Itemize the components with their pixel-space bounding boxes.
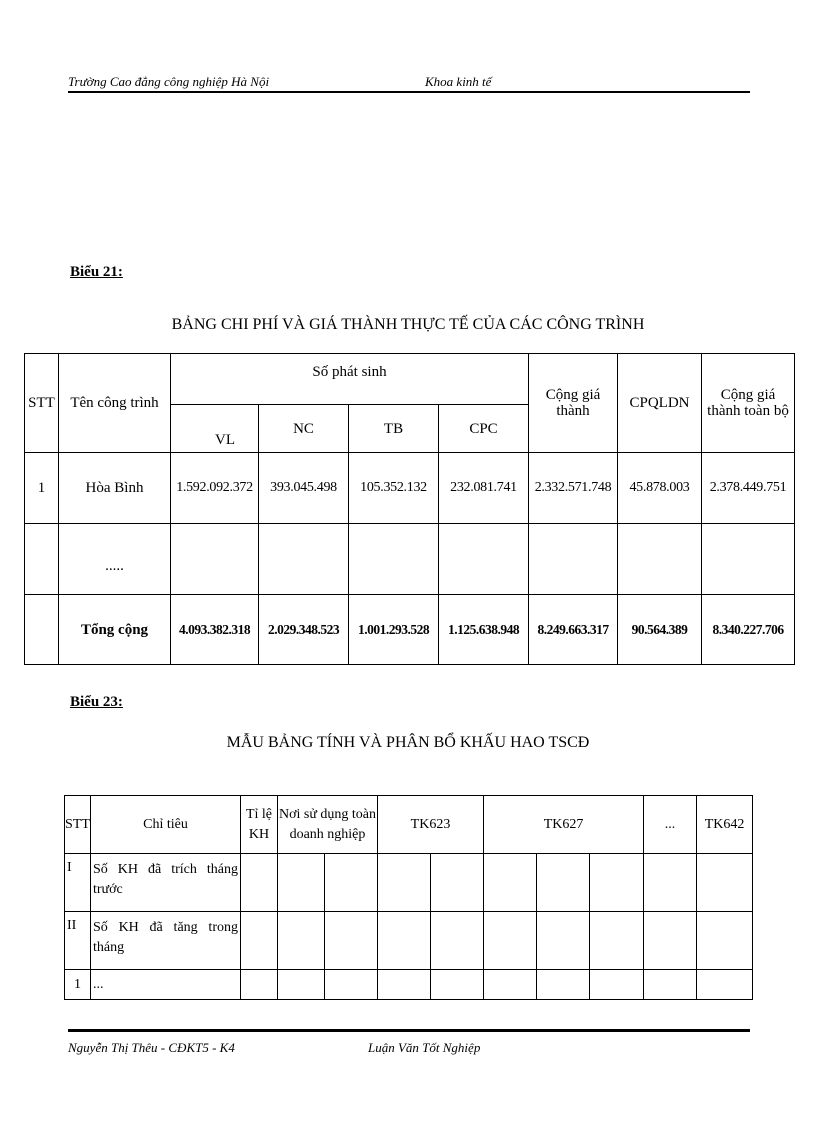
total-stt: [25, 595, 59, 665]
cell-tb: [349, 524, 439, 595]
cell-total: 2.378.449.751: [702, 453, 795, 524]
row-name: .....: [59, 524, 171, 595]
total-cpqldn: 90.564.389: [618, 595, 702, 665]
total-cpc: 1.125.638.948: [439, 595, 529, 665]
cell-nc: 393.045.498: [259, 453, 349, 524]
footer-rule: [68, 1029, 750, 1032]
footer-author: Nguyễn Thị Thêu - CĐKT5 - K4: [68, 1040, 235, 1055]
col-cost-header: Cộng giá thành: [529, 354, 618, 453]
row-stt: II: [65, 912, 91, 970]
cell-cpqldn: [618, 524, 702, 595]
total-total: 8.340.227.706: [702, 595, 795, 665]
total-tb: 1.001.293.528: [349, 595, 439, 665]
row-stt: 1: [25, 453, 59, 524]
row-item: Số KH đã trích tháng trước: [91, 854, 241, 912]
table-row: [25, 453, 795, 524]
col-total-header: Cộng giá thành toàn bộ: [702, 354, 795, 453]
form21-title: BẢNG CHI PHÍ VÀ GIÁ THÀNH THỰC TẾ CỦA CÁC CÔNG TRÌNH: [171, 316, 645, 333]
col-tk642-header: TK642: [697, 796, 753, 854]
group-header: Số phát sinh: [171, 354, 529, 405]
row-stt: 1: [65, 970, 91, 1000]
table-row: [65, 854, 753, 912]
header-rule: [68, 91, 750, 93]
row-stt: [25, 524, 59, 595]
cell-cost: 2.332.571.748: [529, 453, 618, 524]
col-dots-header: ...: [644, 796, 697, 854]
cell-nc: [259, 524, 349, 595]
depreciation-table: [64, 795, 753, 1000]
col-vl-header: VL: [171, 405, 259, 453]
cell-cpc: [439, 524, 529, 595]
total-row: [25, 595, 795, 665]
col-nc-header: NC: [259, 405, 349, 453]
row-item: ...: [91, 970, 241, 1000]
col-stt-header: STT: [65, 796, 91, 854]
total-vl: 4.093.382.318: [171, 595, 259, 665]
cell-cpqldn: 45.878.003: [618, 453, 702, 524]
row-item: Số KH đã tăng trong tháng: [91, 912, 241, 970]
col-tk627-header: TK627: [484, 796, 644, 854]
total-nc: 2.029.348.523: [259, 595, 349, 665]
col-tb-header: TB: [349, 405, 439, 453]
table-row: [65, 970, 753, 1000]
cell-cost: [529, 524, 618, 595]
col-rate-header: Tỉ lệ KH: [241, 796, 278, 854]
footer-thesis: Luận Văn Tốt Nghiệp: [368, 1040, 481, 1055]
header-school: Trường Cao đẳng công nghiệp Hà Nội: [68, 74, 270, 89]
col-cpqldn-header: CPQLDN: [618, 354, 702, 453]
form21-label: Biểu 21:: [70, 264, 123, 280]
cell-total: [702, 524, 795, 595]
col-usage-header: Nơi sử dụng toàn doanh nghiệp: [278, 796, 378, 854]
col-name-header: Tên công trình: [59, 354, 171, 453]
row-stt: I: [65, 854, 91, 912]
col-stt-header: STT: [25, 354, 59, 453]
col-tk623-header: TK623: [378, 796, 484, 854]
table-row: [25, 524, 795, 595]
cost-table: [24, 353, 795, 665]
total-cost: 8.249.663.317: [529, 595, 618, 665]
cell-vl: 1.592.092.372: [171, 453, 259, 524]
table-row: [65, 912, 753, 970]
cell-tb: 105.352.132: [349, 453, 439, 524]
form23-title: MẪU BẢNG TÍNH VÀ PHÂN BỔ KHẤU HAO TSCĐ: [226, 734, 590, 751]
cell-cpc: 232.081.741: [439, 453, 529, 524]
form23-label: Biểu 23:: [70, 694, 123, 710]
total-label: Tổng cộng: [59, 595, 171, 665]
col-item-header: Chỉ tiêu: [91, 796, 241, 854]
header-faculty: Khoa kinh tế: [425, 74, 492, 89]
row-name: Hòa Bình: [59, 453, 171, 524]
col-cpc-header: CPC: [439, 405, 529, 453]
cell-vl: [171, 524, 259, 595]
